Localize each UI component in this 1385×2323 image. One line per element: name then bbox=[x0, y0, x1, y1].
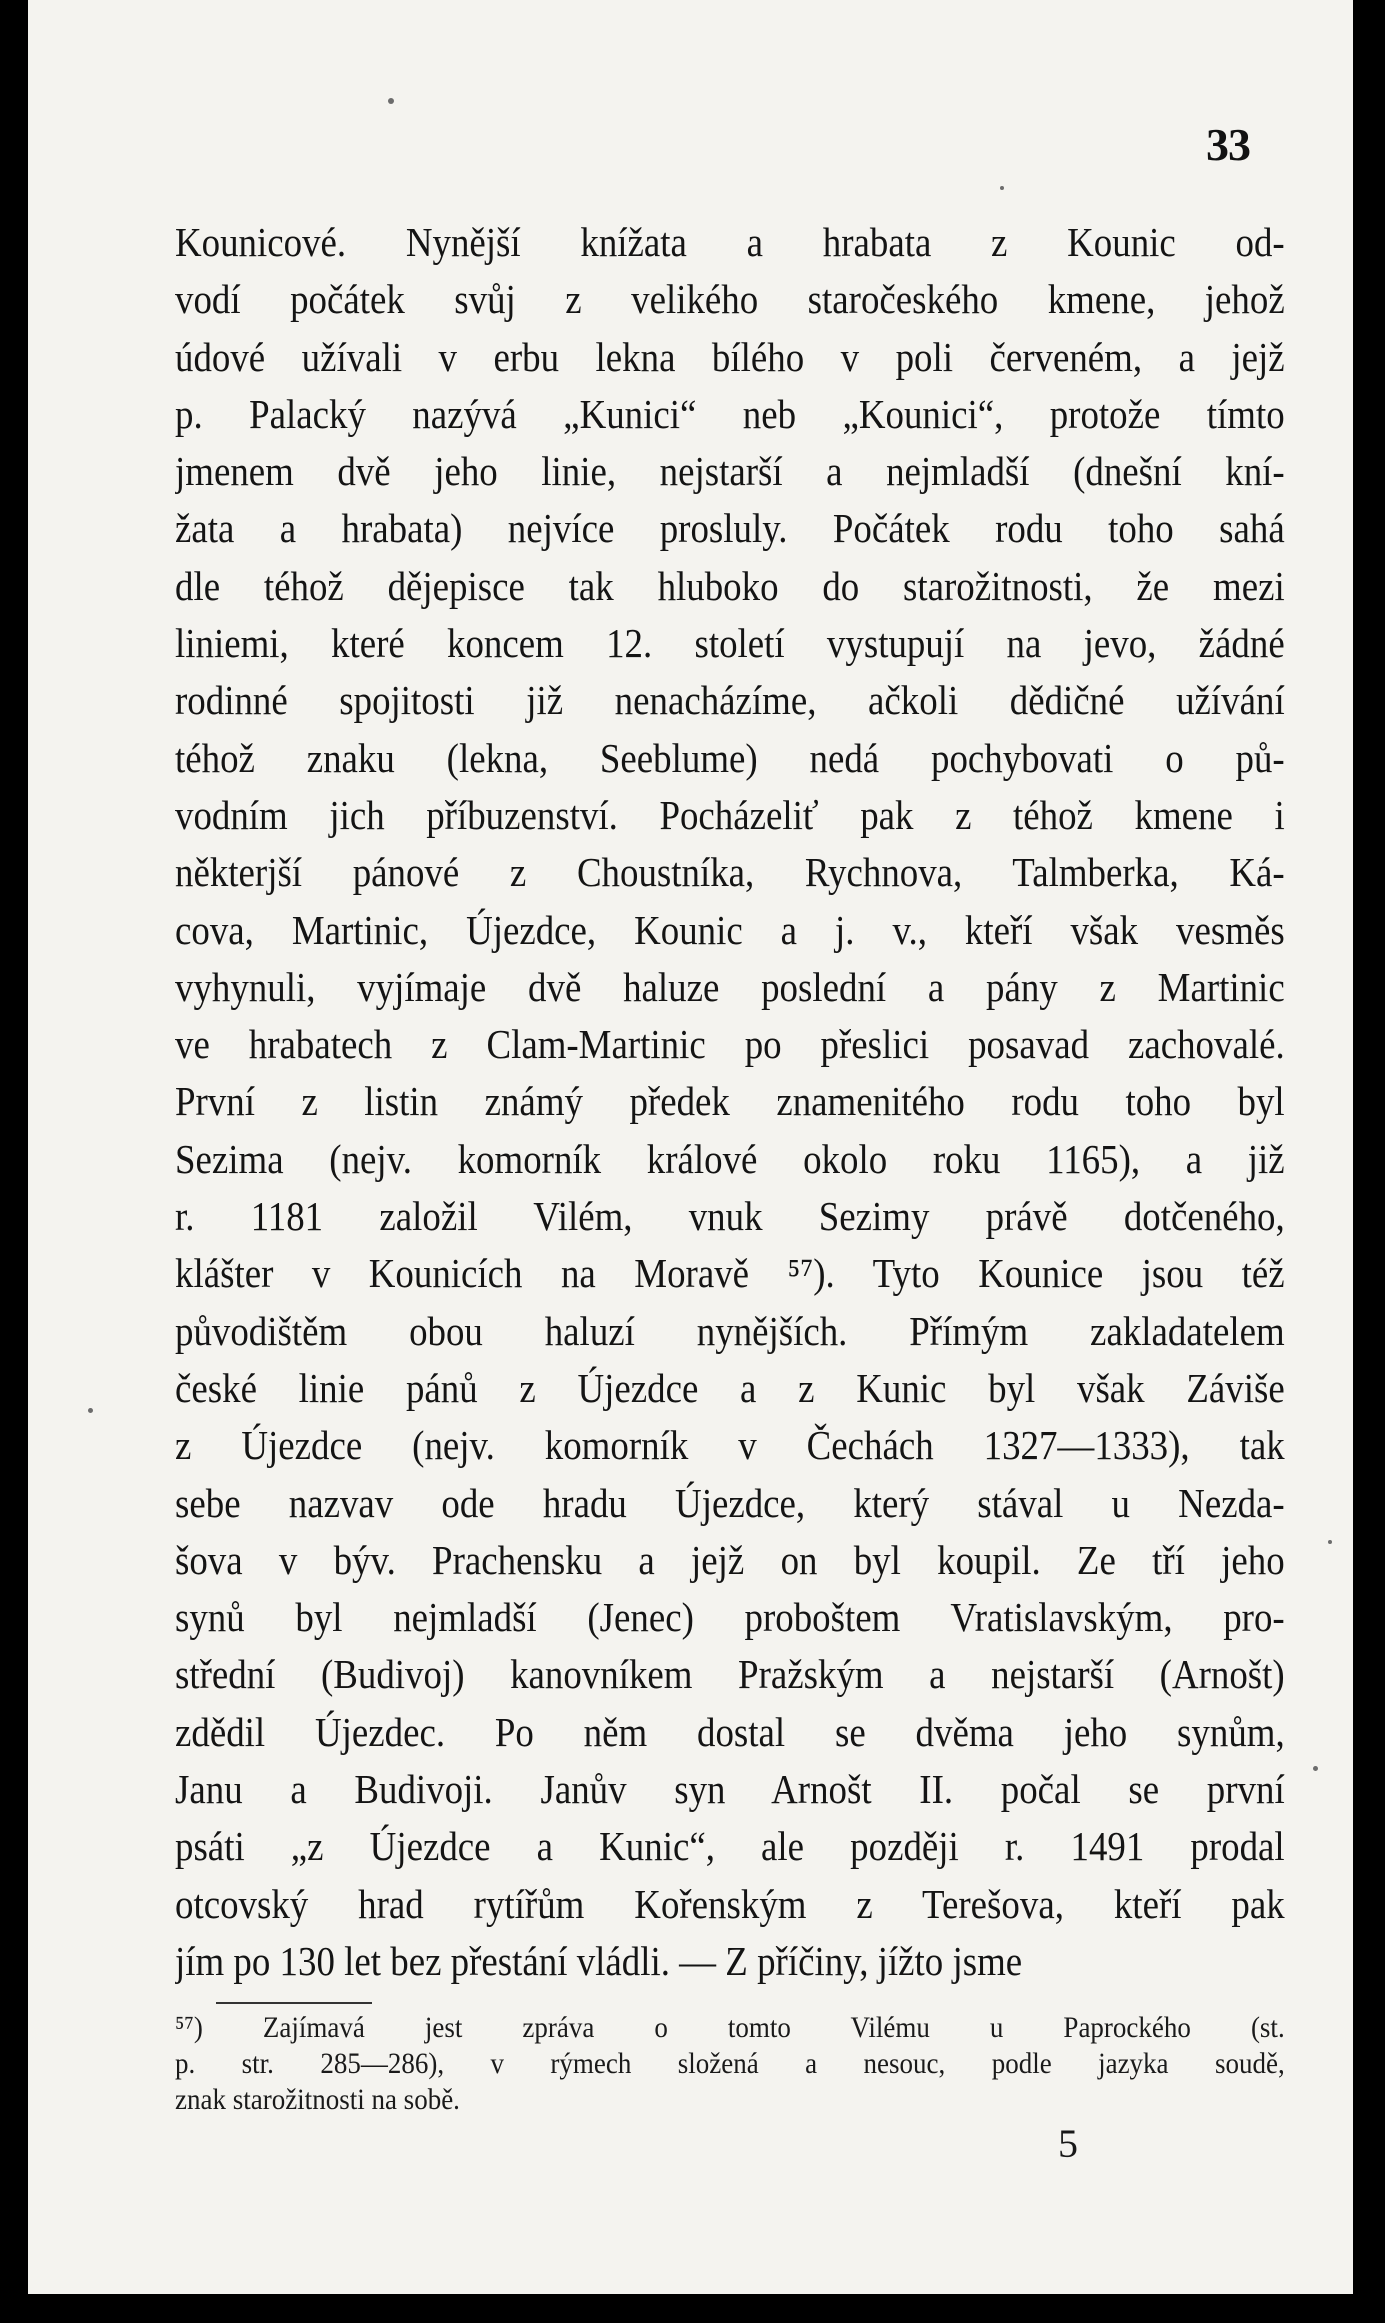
footnote-divider bbox=[216, 2002, 372, 2004]
footnote-line: p. str. 285—286), v rýmech složená a nesouc, podle jazyka soudě, bbox=[175, 2047, 1285, 2080]
text-line: otcovský hrad rytířům Kořenským z Terešova, kteří pak bbox=[175, 1880, 1285, 1927]
text-line: liniemi, které koncem 12. století vystupují na jevo, žádné bbox=[175, 620, 1285, 667]
book-page bbox=[28, 0, 1353, 2294]
text-line: některjší pánové z Choustníka, Rychnova, Talmberka, Ká- bbox=[175, 849, 1285, 896]
footnote-line: znak starožitnosti na sobě. bbox=[175, 2083, 460, 2116]
footnotes bbox=[175, 2010, 1285, 2118]
scan-speck bbox=[1313, 1766, 1318, 1771]
signature-mark: 5 bbox=[1058, 2121, 1078, 2166]
text-line: cova, Martinic, Újezdce, Kounic a j. v., kteří však vesměs bbox=[175, 906, 1285, 953]
text-line: Janu a Budivoji. Janův syn Arnošt II. počal se první bbox=[175, 1766, 1285, 1813]
text-line: zdědil Újezdec. Po něm dostal se dvěma jeho synům, bbox=[175, 1708, 1285, 1755]
text-line: střední (Budivoj) kanovníkem Pražským a nejstarší (Arnošt) bbox=[175, 1651, 1285, 1698]
text-line: r. 1181 založil Vilém, vnuk Sezimy právě dotčeného, bbox=[175, 1193, 1285, 1240]
footnote-line: ⁵⁷) Zajímavá jest zpráva o tomto Vilému u Paprockého (st. bbox=[175, 2011, 1285, 2044]
scan-speck bbox=[88, 1408, 93, 1413]
text-line: jím po 130 let bez přestání vládli. — Z příčiny, jížto jsme bbox=[175, 1937, 1023, 1984]
text-line: jmenem dvě jeho linie, nejstarší a nejmladší (dnešní kní- bbox=[175, 448, 1285, 495]
text-line: žata a hrabata) nejvíce prosluly. Počátek rodu toho sahá bbox=[175, 505, 1285, 552]
text-line: Sezima (nejv. komorník králové okolo roku 1165), a již bbox=[175, 1135, 1285, 1182]
page-number: 33 bbox=[1206, 119, 1250, 170]
body-text bbox=[175, 214, 1285, 1990]
text-line: První z listin známý předek znamenitého rodu toho byl bbox=[175, 1078, 1285, 1125]
scan-speck bbox=[388, 98, 394, 104]
text-line: z Újezdce (nejv. komorník v Čechách 1327—1333), tak bbox=[175, 1422, 1285, 1469]
text-line: ve hrabatech z Clam-Martinic po přeslici posavad zachovalé. bbox=[175, 1021, 1285, 1068]
text-line: Kounicové. Nynější knížata a hrabata z Kounic od- bbox=[175, 219, 1285, 265]
text-line: p. Palacký nazývá „Kunici“ neb „Kounici“, protože tímto bbox=[175, 390, 1285, 437]
text-line: dle téhož dějepisce tak hluboko do starožitnosti, že mezi bbox=[175, 562, 1285, 609]
scan-speck bbox=[1000, 186, 1004, 190]
text-line: české linie pánů z Újezdce a z Kunic byl však Záviše bbox=[175, 1364, 1285, 1411]
text-line: šova v býv. Prachensku a jejž on byl koupil. Ze tří jeho bbox=[175, 1536, 1285, 1583]
text-line: rodinné spojitosti již nenacházíme, ačkoli dědičné užívání bbox=[175, 677, 1285, 724]
text-line: psáti „z Újezdce a Kunic“, ale později r. 1491 prodal bbox=[175, 1823, 1285, 1870]
text-line: synů byl nejmladší (Jenec) proboštem Vratislavským, pro- bbox=[175, 1594, 1285, 1641]
scan-speck bbox=[1328, 1540, 1332, 1544]
text-line: sebe nazvav ode hradu Újezdce, který stával u Nezda- bbox=[175, 1479, 1285, 1526]
text-line: původištěm obou haluzí nynějších. Přímým zakladatelem bbox=[175, 1307, 1285, 1354]
text-line: údové užívali v erbu lekna bílého v poli červeném, a jejž bbox=[175, 333, 1285, 380]
text-line: vyhynuli, vyjímaje dvě haluze poslední a pány z Martinic bbox=[175, 963, 1285, 1010]
text-line: vodním jich příbuzenství. Pocházeliť pak z téhož kmene i bbox=[175, 791, 1285, 838]
text-line: téhož znaku (lekna, Seeblume) nedá pochybovati o pů- bbox=[175, 734, 1285, 781]
text-line: klášter v Kounicích na Moravě ⁵⁷). Tyto Kounice jsou též bbox=[175, 1250, 1285, 1297]
text-line: vodí počátek svůj z velikého staročeského kmene, jehož bbox=[175, 276, 1285, 323]
